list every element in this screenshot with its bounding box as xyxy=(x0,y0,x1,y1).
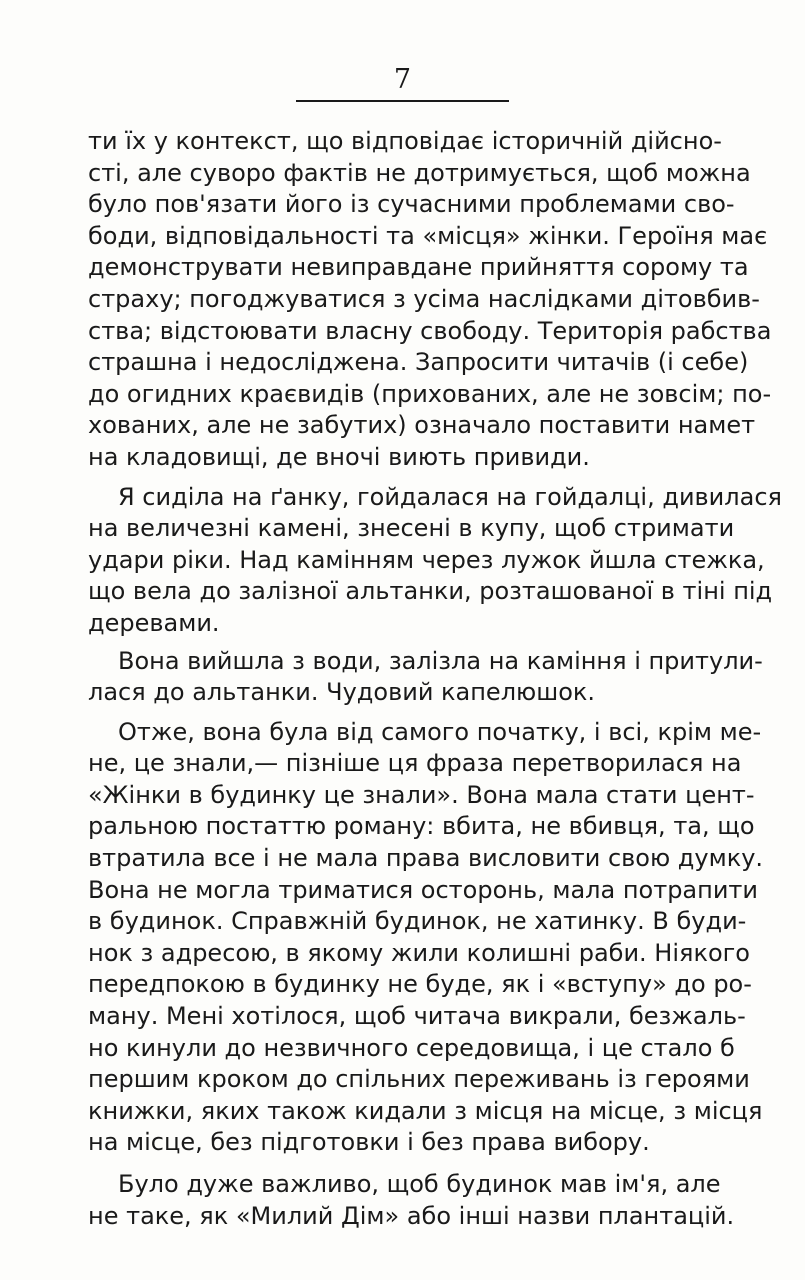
body-text xyxy=(88,126,782,1232)
text-line: боди, відповідальності та «місця» жінки. Героїня має xyxy=(88,221,768,250)
text-line: книжки, яких також кидали з місця на місце, з місця xyxy=(88,1096,763,1125)
text-line: Вона вийшла з води, залізла на каміння і притули- xyxy=(118,646,763,675)
paragraph xyxy=(88,717,764,1159)
text-line: що вела до залізної альтанки, розташованої в тіні під xyxy=(88,577,773,606)
text-line: хованих, але не забутих) означало поставити намет xyxy=(88,411,756,440)
text-line: «Жінки в будинку це знали». Вона мала стати цент- xyxy=(88,780,755,809)
text-line: Вона не могла триматися осторонь, мала потрапити xyxy=(88,875,759,904)
text-line: не таке, як «Милий Дім» або інші назви плантацій. xyxy=(88,1201,735,1230)
text-line: втратила все і не мала права висловити свою думку. xyxy=(88,844,764,873)
text-line: на величезні камені, знесені в купу, щоб стримати xyxy=(88,514,735,543)
text-line: передпокою в будинку не буде, як і «вступу» до ро- xyxy=(88,970,752,999)
text-line: сті, але суворо фактів не дотримується, щоб можна xyxy=(88,158,751,187)
text-line: страшна і недосліджена. Запросити читачів (і себе) xyxy=(88,348,749,377)
text-line: на місце, без підготовки і без права вибору. xyxy=(88,1128,650,1157)
text-line: Я сиділа на ґанку, гойдалася на гойдалці, дивилася xyxy=(118,482,782,511)
text-line: Було дуже важливо, щоб будинок мав ім'я, але xyxy=(118,1170,721,1198)
text-line: було пов'язати його із сучасними проблемами сво- xyxy=(88,190,735,219)
text-line: ральною постаттю роману: вбита, не вбивця, та, що xyxy=(88,812,755,841)
paragraph xyxy=(88,646,763,709)
text-line: ства; відстоювати власну свободу. Територія рабства xyxy=(88,316,772,345)
text-line: ману. Мені хотілося, щоб читача викрали, безжаль- xyxy=(88,1002,746,1031)
paragraph xyxy=(88,1169,735,1232)
text-line: першим кроком до спільних переживань із героями xyxy=(88,1065,750,1094)
text-line: деревами. xyxy=(88,608,220,637)
text-line: Отже, вона була від самого початку, і всі, крім ме- xyxy=(118,717,762,746)
paragraph xyxy=(88,126,772,474)
text-line: не, це знали,— пізніше ця фраза перетворилася на xyxy=(88,749,742,778)
text-line: ти їх у контекст, що відповідає історичній дійсно- xyxy=(88,127,722,155)
paragraph xyxy=(88,482,782,640)
text-line: в будинок. Справжній будинок, не хатинку. В буди- xyxy=(88,907,747,936)
text-line: нок з адресою, в якому жили колишні раби. Ніякого xyxy=(88,938,750,967)
text-line: лася до альтанки. Чудовий капелюшок. xyxy=(88,678,596,707)
text-line: но кинули до незвичного середовища, і це стало б xyxy=(88,1033,735,1062)
text-line: демонструвати невиправдане прийняття сорому та xyxy=(88,253,749,282)
header-rule xyxy=(296,100,509,102)
text-line: удари ріки. Над камінням через лужок йшла стежка, xyxy=(88,545,765,574)
text-line: до огидних краєвидів (прихованих, але не зовсім; по- xyxy=(88,379,772,408)
text-line: на кладовищі, де вночі виють привиди. xyxy=(88,442,590,471)
text-line: страху; погоджуватися з усіма наслідками дітовбив- xyxy=(88,284,760,313)
page-number: 7 xyxy=(393,64,412,95)
